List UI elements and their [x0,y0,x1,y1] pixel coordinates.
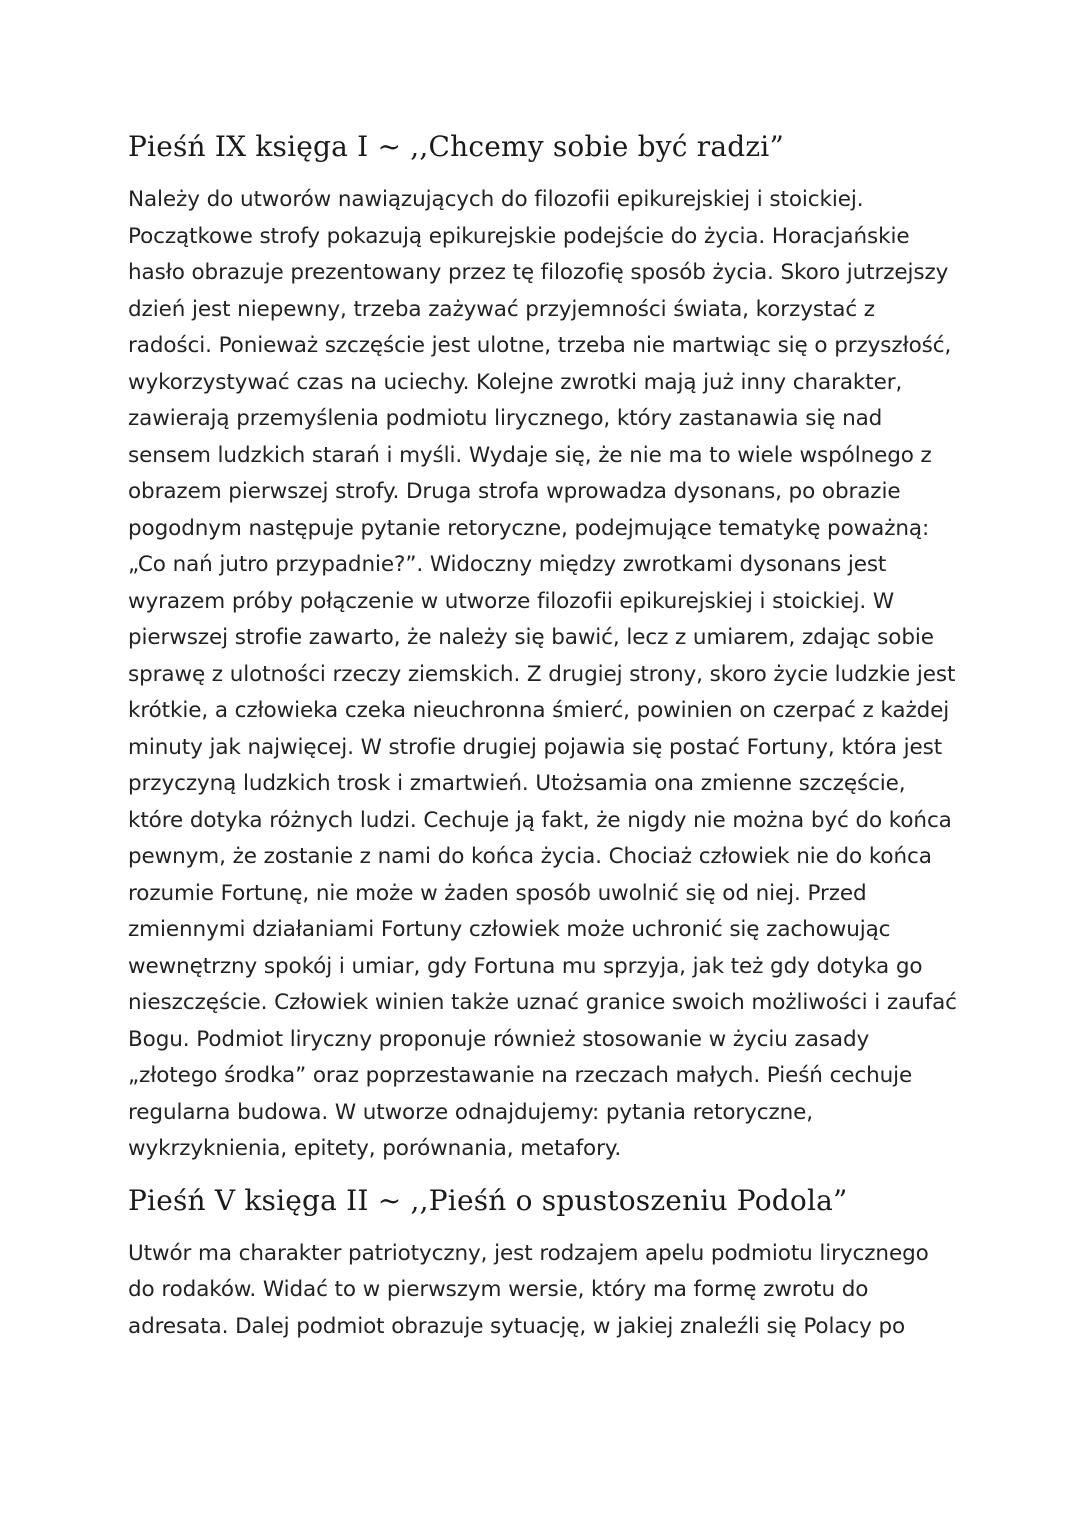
document-page [128,124,958,1355]
section-2-body: Utwór ma charakter patriotyczny, jest rodzajem apelu podmiotu lirycznego do rodaków. Widać to w pierwszym wersie, który ma formę zwrotu do adresata. Dalej podmiot obrazuje sytuację, w jakiej znaleźli się Polacy po [128,1240,929,1339]
section-1-body: Należy do utworów nawiązujących do filozofii epikurejskiej i stoickiej. Początkowe strofy pokazują epikurejskie podejście do życia. Horacjańskie hasło obrazuje prezentowany przez tę filozofię sposób życia. Skoro jutrzejszy dzień jest niepewny, trzeba zażywać przyjemności świata, korzystać z radości. Ponieważ szczęście jest ulotne, trzeba nie martwiąc się o przyszłość, wykorzystywać czas na uciechy. Kolejne zwrotki mają już inny charakter, zawierają przemyślenia podmiotu lirycznego, który zastanawia się nad sensem ludzkich starań i myśli. Wydaje się, że nie ma to wiele wspólnego z obrazem pierwszej strofy. Druga strofa wprowadza dysonans, po obrazie pogodnym następuje pytanie retoryczne, podejmujące tematykę poważną: „Co nań jutro przypadnie?”. Widoczny między zwrotkami dysonans jest wyrazem próby połączenie w utworze filozofii epikurejskiej i stoickiej. W pierwszej strofie zawarto, że należy się bawić, lecz z umiarem, zdając sobie sprawę z ulotności rzeczy ziemskich. Z drugiej strony, skoro życie ludzkie jest krótkie, a człowieka czeka nieuchronna śmierć, powinien on czerpać z każdej minuty jak najwięcej. W strofie drugiej pojawia się postać Fortuny, która jest przyczyną ludzkich trosk i zmartwień. Utożsamia ona zmienne szczęście, które dotyka różnych ludzi. Cechuje ją fakt, że nigdy nie można być do końca pewnym, że zostanie z nami do końca życia. Chociaż człowiek nie do końca rozumie Fortunę, nie może w żaden sposób uwolnić się od niej. Przed zmiennymi działaniami Fortuny człowiek może uchronić się zachowując wewnętrzny spokój i umiar, gdy Fortuna mu sprzyja, jak też gdy dotyka go nieszczęście. Człowiek winien także uznać granice swoich możliwości i zaufać Bogu. Podmiot liryczny proponuje również stosowanie w życiu zasady „złotego środka” oraz poprzestawanie na rzeczach małych. Pieśń cechuje regularna budowa. W utworze odnajdujemy: pytania retoryczne, wykrzyknienia, epitety, porównania, metafory. [128,187,957,1161]
section-2-heading: Pieśń V księga II ~ ,,Pieśń o spustoszeniu Podola” [128,1183,848,1217]
section-1-heading: Pieśń IX księga I ~ ,,Chcemy sobie być radzi” [128,130,784,163]
